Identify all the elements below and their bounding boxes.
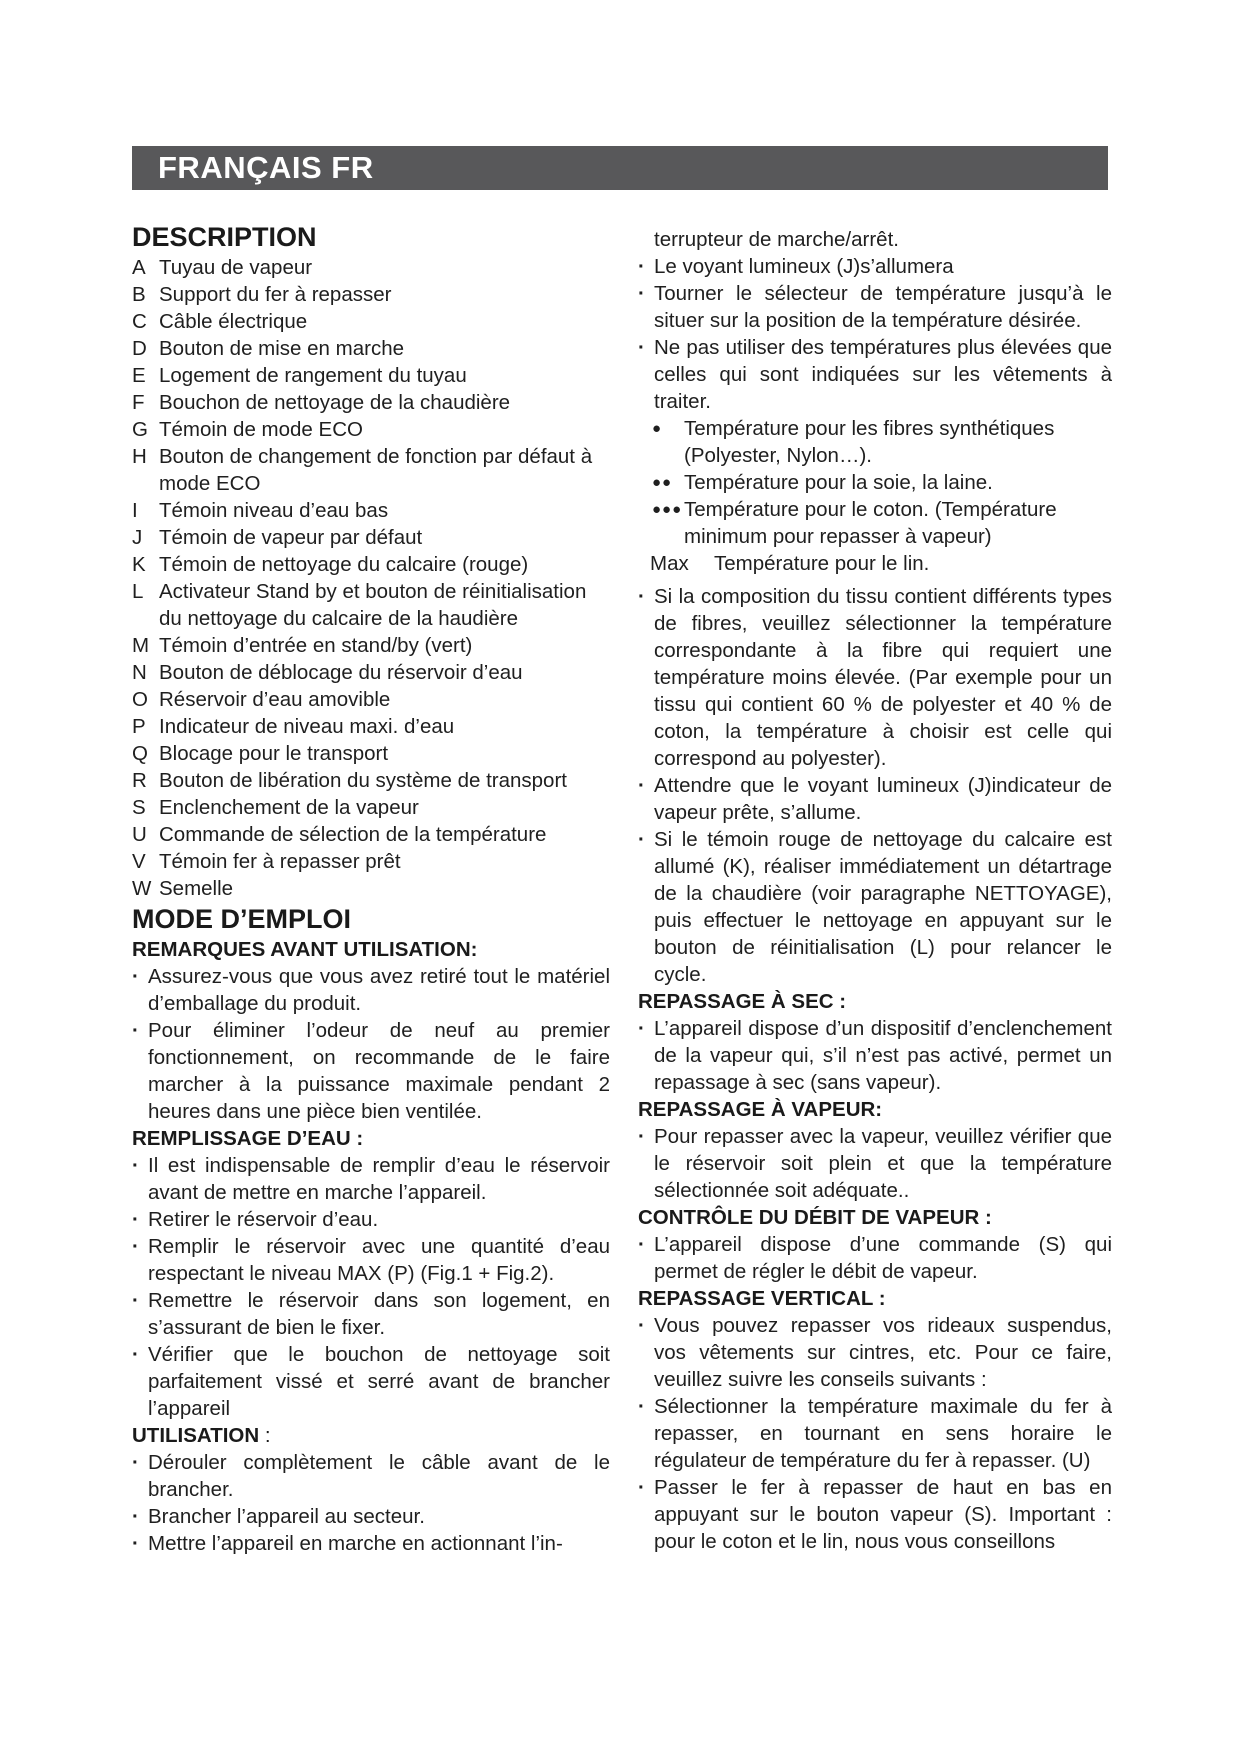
list-item: · L’appareil dispose d’une commande (S) qui permet de régler le débit de vapeur. <box>638 1231 1112 1285</box>
description-item <box>132 767 610 794</box>
left-column <box>132 220 610 1557</box>
one-dot-icon: ● <box>652 420 663 437</box>
description-item <box>132 362 610 389</box>
description-label: Témoin fer à repasser prêt <box>159 850 401 873</box>
description-letter: G <box>132 418 148 441</box>
description-label: Bouchon de nettoyage de la chaudière <box>159 391 511 414</box>
list-item: · Vérifier que le bouchon de nettoyage soit parfaitement vissé et serré avant de brancher l’appareil <box>132 1341 610 1422</box>
temperature-text: Température pour la soie, la laine. <box>684 471 993 494</box>
description-item <box>132 254 610 281</box>
description-item <box>132 794 610 821</box>
temperature-cotton <box>638 496 1112 550</box>
repassage-sec-heading: REPASSAGE À SEC : <box>638 990 847 1013</box>
description-letter: H <box>132 445 147 468</box>
description-letter: K <box>132 553 146 576</box>
description-letter: S <box>132 796 146 819</box>
description-item <box>132 632 610 659</box>
description-item <box>132 335 610 362</box>
description-label: Témoin de mode ECO <box>159 418 363 441</box>
utilisation-heading <box>132 1422 610 1449</box>
list-item: · Vous pouvez repasser vos rideaux suspendus, vos vêtements sur cintres, etc. Pour ce faire, veuillez suivre les conseils suivants : <box>638 1312 1112 1393</box>
list-item: · Dérouler complètement le câble avant de le brancher. <box>132 1449 610 1503</box>
list-item: · Si le témoin rouge de nettoyage du calcaire est allumé (K), réaliser immédiatement un détartrage de la chaudière (voir paragraphe NETTOYAGE), puis effectuer le nettoyage en appuyant sur le bouton de réinitialisation (L) pour relancer le cycle. <box>638 826 1112 988</box>
list-item: · Il est indispensable de remplir d’eau le réservoir avant de mettre en marche l’appareil. <box>132 1152 610 1206</box>
remplissage-heading: REMPLISSAGE D’EAU : <box>132 1127 364 1150</box>
list-item: · Retirer le réservoir d’eau. <box>132 1206 610 1233</box>
utilisation-title: UTILISATION <box>132 1424 260 1447</box>
temperature-text: Température pour le lin. <box>714 552 930 575</box>
temperature-silk-wool <box>638 469 1112 496</box>
list-item: · Attendre que le voyant lumineux (J)indicateur de vapeur prête, s’allume. <box>638 772 1112 826</box>
description-item <box>132 875 610 902</box>
list-item: · Passer le fer à repasser de haut en bas en appuyant sur le bouton vapeur (S). Important : pour le coton et le lin, nous vous conseillons <box>638 1474 1112 1555</box>
list-item: · Mettre l’appareil en marche en actionnant l’in- <box>132 1530 610 1557</box>
description-letter: N <box>132 661 147 684</box>
list-item: · Remplir le réservoir avec une quantité d’eau respectant le niveau MAX (P) (Fig.1 + Fig.2). <box>132 1233 610 1287</box>
description-item <box>132 659 610 686</box>
description-letter: M <box>132 634 150 657</box>
description-item <box>132 281 610 308</box>
description-item <box>132 578 610 632</box>
description-letter: C <box>132 310 147 333</box>
description-letter: L <box>132 580 144 603</box>
description-letter: J <box>132 526 143 549</box>
repassage-vertical-heading: REPASSAGE VERTICAL : <box>638 1287 886 1310</box>
description-heading: DESCRIPTION <box>132 222 317 252</box>
list-item: · Ne pas utiliser des températures plus élevées que celles qui sont indiquées sur les vêtements à traiter. <box>638 334 1112 415</box>
list-item: · Assurez-vous que vous avez retiré tout le matériel d’emballage du produit. <box>132 963 610 1017</box>
description-label: Témoin niveau d’eau bas <box>159 499 389 522</box>
description-letter: D <box>132 337 147 360</box>
remarques-heading: REMARQUES AVANT UTILISATION: <box>132 938 478 961</box>
description-label: Témoin d’entrée en stand/by (vert) <box>159 634 473 657</box>
language-banner <box>132 146 1108 190</box>
description-item <box>132 443 610 497</box>
list-item: · Remettre le réservoir dans son logement, en s’assurant de bien le fixer. <box>132 1287 610 1341</box>
description-label: Commande de sélection de la température <box>159 823 547 846</box>
list-item: · Pour éliminer l’odeur de neuf au premier fonctionnement, on recommande de le faire marcher à la puissance maximale pendant 2 heures dans une pièce bien ventilée. <box>132 1017 610 1125</box>
description-letter: F <box>132 391 145 414</box>
temperature-text: Température pour les fibres synthétiques (Polyester, Nylon…). <box>684 417 1055 467</box>
description-letter: W <box>132 877 152 900</box>
description-list <box>132 254 610 902</box>
two-dots-icon: ●● <box>652 474 673 491</box>
description-label: Blocage pour le transport <box>159 742 389 765</box>
description-label: Activateur Stand by et bouton de réinitialisation du nettoyage du calcaire de la haudière <box>159 580 587 630</box>
description-label: Indicateur de niveau maxi. d’eau <box>159 715 455 738</box>
utilisation-colon: : <box>259 1424 271 1447</box>
description-item <box>132 524 610 551</box>
description-item <box>132 713 610 740</box>
description-item <box>132 416 610 443</box>
temperature-linen <box>638 550 1112 577</box>
description-label: Bouton de déblocage du réservoir d’eau <box>159 661 523 684</box>
temperature-text: Température pour le coton. (Température minimum pour repasser à vapeur) <box>684 498 1057 548</box>
description-letter: B <box>132 283 146 306</box>
description-letter: Q <box>132 742 148 765</box>
description-label: Bouton de mise en marche <box>159 337 404 360</box>
list-item: · Brancher l’appareil au secteur. <box>132 1503 610 1530</box>
three-dots-icon: ●●● <box>652 501 683 518</box>
description-letter: V <box>132 850 146 873</box>
repassage-vapeur-heading: REPASSAGE À VAPEUR: <box>638 1098 883 1121</box>
description-label: Bouton de changement de fonction par défaut à mode ECO <box>159 445 593 495</box>
description-item <box>132 551 610 578</box>
list-item: · L’appareil dispose d’un dispositif d’enclenchement de la vapeur qui, s’il n’est pas activé, permet un repassage à sec (sans vapeur). <box>638 1015 1112 1096</box>
description-label: Réservoir d’eau amovible <box>159 688 391 711</box>
description-label: Témoin de vapeur par défaut <box>159 526 423 549</box>
description-label: Support du fer à repasser <box>159 283 392 306</box>
language-title: FRANÇAIS FR <box>158 150 374 185</box>
max-label: Max <box>650 552 689 575</box>
temperature-synthetic <box>638 415 1112 469</box>
description-label: Câble électrique <box>159 310 308 333</box>
description-letter: I <box>132 499 138 522</box>
list-item: · Pour repasser avec la vapeur, veuillez vérifier que le réservoir soit plein et que la température sélectionnée soit adéquate.. <box>638 1123 1112 1204</box>
description-letter: E <box>132 364 146 387</box>
description-label: Logement de rangement du tuyau <box>159 364 467 387</box>
description-letter: P <box>132 715 146 738</box>
right-column <box>638 226 1112 1555</box>
list-item: · Si la composition du tissu contient différents types de fibres, veuillez sélectionner la température correspondante à la fibre qui requiert une température moins élevée. (Par exemple pour un tissu qui contient 60 % de polyester et 40 % de coton, la température à choisir est celle qui correspond au polyester). <box>638 583 1112 772</box>
description-label: Enclenchement de la vapeur <box>159 796 419 819</box>
description-item <box>132 848 610 875</box>
description-item <box>132 740 610 767</box>
description-letter: R <box>132 769 147 792</box>
description-label: Témoin de nettoyage du calcaire (rouge) <box>159 553 529 576</box>
continuation-text: terrupteur de marche/arrêt. <box>654 228 899 251</box>
description-letter: A <box>132 256 146 279</box>
description-label: Bouton de libération du système de transport <box>159 769 567 792</box>
description-letter: O <box>132 688 148 711</box>
description-item <box>132 497 610 524</box>
list-item: · Sélectionner la température maximale du fer à repasser, en tournant en sens horaire le régulateur de température du fer à repasser. (U) <box>638 1393 1112 1474</box>
description-label: Tuyau de vapeur <box>159 256 313 279</box>
description-item <box>132 389 610 416</box>
mode-emploi-heading: MODE D’EMPLOI <box>132 904 352 934</box>
description-item <box>132 821 610 848</box>
description-item <box>132 686 610 713</box>
description-letter: U <box>132 823 147 846</box>
description-label: Semelle <box>159 877 234 900</box>
description-item <box>132 308 610 335</box>
controle-debit-heading: CONTRÔLE DU DÉBIT DE VAPEUR : <box>638 1206 992 1229</box>
list-item: · Tourner le sélecteur de température jusqu’à le situer sur la position de la température désirée. <box>638 280 1112 334</box>
list-item: · Le voyant lumineux (J)s’allumera <box>638 253 1112 280</box>
